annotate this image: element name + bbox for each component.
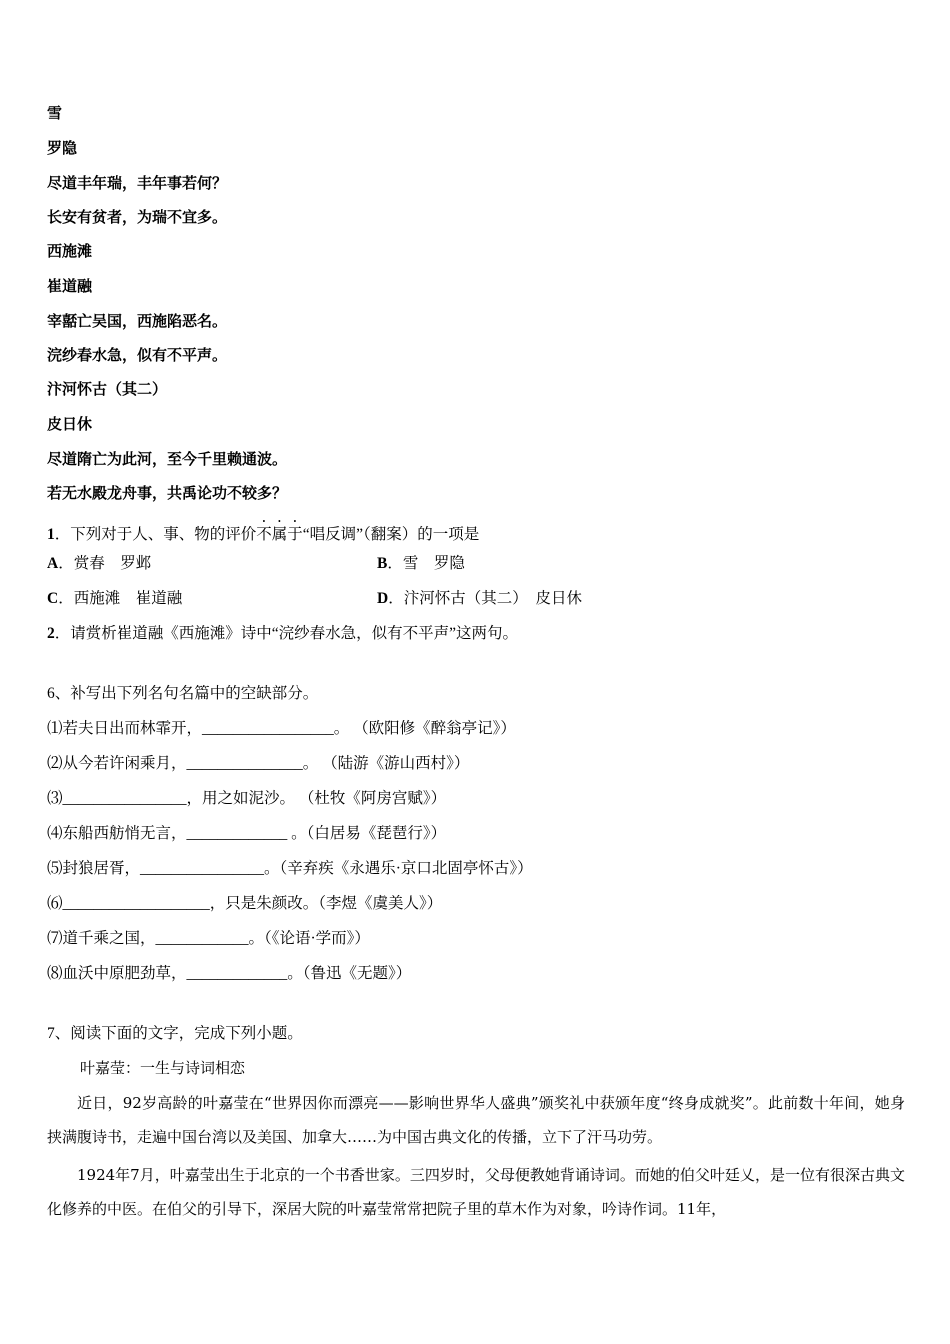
poem-line: 尽道隋亡为此河，至今千里赖通波。 — [47, 450, 288, 468]
option-c[interactable] — [47, 589, 182, 609]
poem-author-pirixiu: 皮日休 — [47, 415, 93, 433]
option-a[interactable] — [47, 554, 151, 574]
poem-title-xishitan: 西施滩 — [47, 242, 93, 260]
option-letter: C — [47, 590, 59, 607]
poem-author-luoyin: 罗隐 — [47, 139, 78, 157]
option-text: ．西施滩 崔道融 — [58, 590, 183, 607]
fill-in-item: ⑹___________________，只是朱颜改。（李煜《虞美人》） — [47, 895, 443, 912]
option-text: ．汴河怀古（其二） 皮日休 — [388, 590, 582, 607]
option-letter: A — [47, 555, 59, 572]
emphasized-text: 不属于 — [256, 526, 303, 543]
question-6-title: 6、补写出下列名句名篇中的空缺部分。 — [47, 685, 319, 702]
poem-author-cuidaorong: 崔道融 — [47, 277, 93, 295]
fill-in-item: ⑴若夫日出而林霏开，_________________。 （欧阳修《醉翁亭记》） — [47, 720, 516, 737]
poem-line: 浣纱春水急，似有不平声。 — [47, 346, 228, 364]
poem-line: 宰嚭亡吴国，西施陷恶名。 — [47, 312, 228, 330]
question-7-title: 7、阅读下面的文字，完成下列小题。 — [47, 1025, 303, 1042]
fill-in-item: ⑶________________，用之如泥沙。 （杜牧《阿房宫赋》） — [47, 790, 447, 807]
question-number: 2 — [47, 625, 55, 642]
article-title: 叶嘉莹：一生与诗词相恋 — [80, 1059, 246, 1077]
poem-line: 长安有贫者，为瑞不宜多。 — [47, 208, 228, 226]
article-paragraph: 1924年7月，叶嘉莹出生于北京的一个书香世家。三四岁时，父母便教她背诵诗词。而她的伯父叶廷乂，是一位有很深古典文化修养的中医。在伯父的引导下，深居大院的叶嘉莹常常把院子里的草木作为对象，吟诗作词。11年， — [47, 1166, 905, 1218]
fill-in-item: ⑻血沃中原肥劲草，_____________。（鲁迅《无题》） — [47, 965, 412, 982]
poem-title-bianhe: 汴河怀古（其二） — [47, 380, 168, 398]
option-letter: D — [377, 590, 389, 607]
question-2 — [47, 624, 518, 644]
question-text: ．请赏析崔道融《西施滩》诗中“浣纱春水急，似有不平声”这两句。 — [54, 625, 519, 642]
question-text: “唱反调”（翻案）的一项是 — [302, 526, 480, 543]
article-paragraph: 近日，92岁高龄的叶嘉莹在“世界因你而漂亮——影响世界华人盛典”颁奖礼中获颁年度“终身成就奖”。此前数十年间，她身挟满腹诗书，走遍中国台湾以及美国、加拿大……为中国古典文化的传播，立下了汗马功劳。 — [47, 1094, 905, 1146]
fill-in-item: ⑺道千乘之国，____________。（《论语·学而》） — [47, 930, 370, 947]
option-text: ．雪 罗隐 — [387, 555, 465, 572]
question-number: 1 — [47, 526, 55, 543]
option-text: ．赏春 罗邺 — [58, 555, 152, 572]
option-b[interactable] — [377, 554, 465, 574]
poem-line: 尽道丰年瑞，丰年事若何？ — [47, 174, 228, 192]
question-1 — [47, 517, 479, 545]
question-text: ．下列对于人、事、物的评价 — [54, 526, 257, 543]
fill-in-item: ⑵从今若许闲乘月，_______________。 （陆游《游山西村》） — [47, 755, 470, 772]
fill-in-item: ⑷东船西舫悄无言，_____________ 。（白居易《琵琶行》） — [47, 825, 447, 842]
poem-line: 若无水殿龙舟事，共禹论功不较多？ — [47, 484, 288, 502]
option-d[interactable] — [377, 589, 582, 609]
fill-in-item: ⑸封狼居胥，________________。（辛弃疾《永遇乐·京口北固亭怀古》） — [47, 860, 533, 877]
option-letter: B — [377, 555, 388, 572]
poem-title-xue: 雪 — [47, 104, 63, 122]
